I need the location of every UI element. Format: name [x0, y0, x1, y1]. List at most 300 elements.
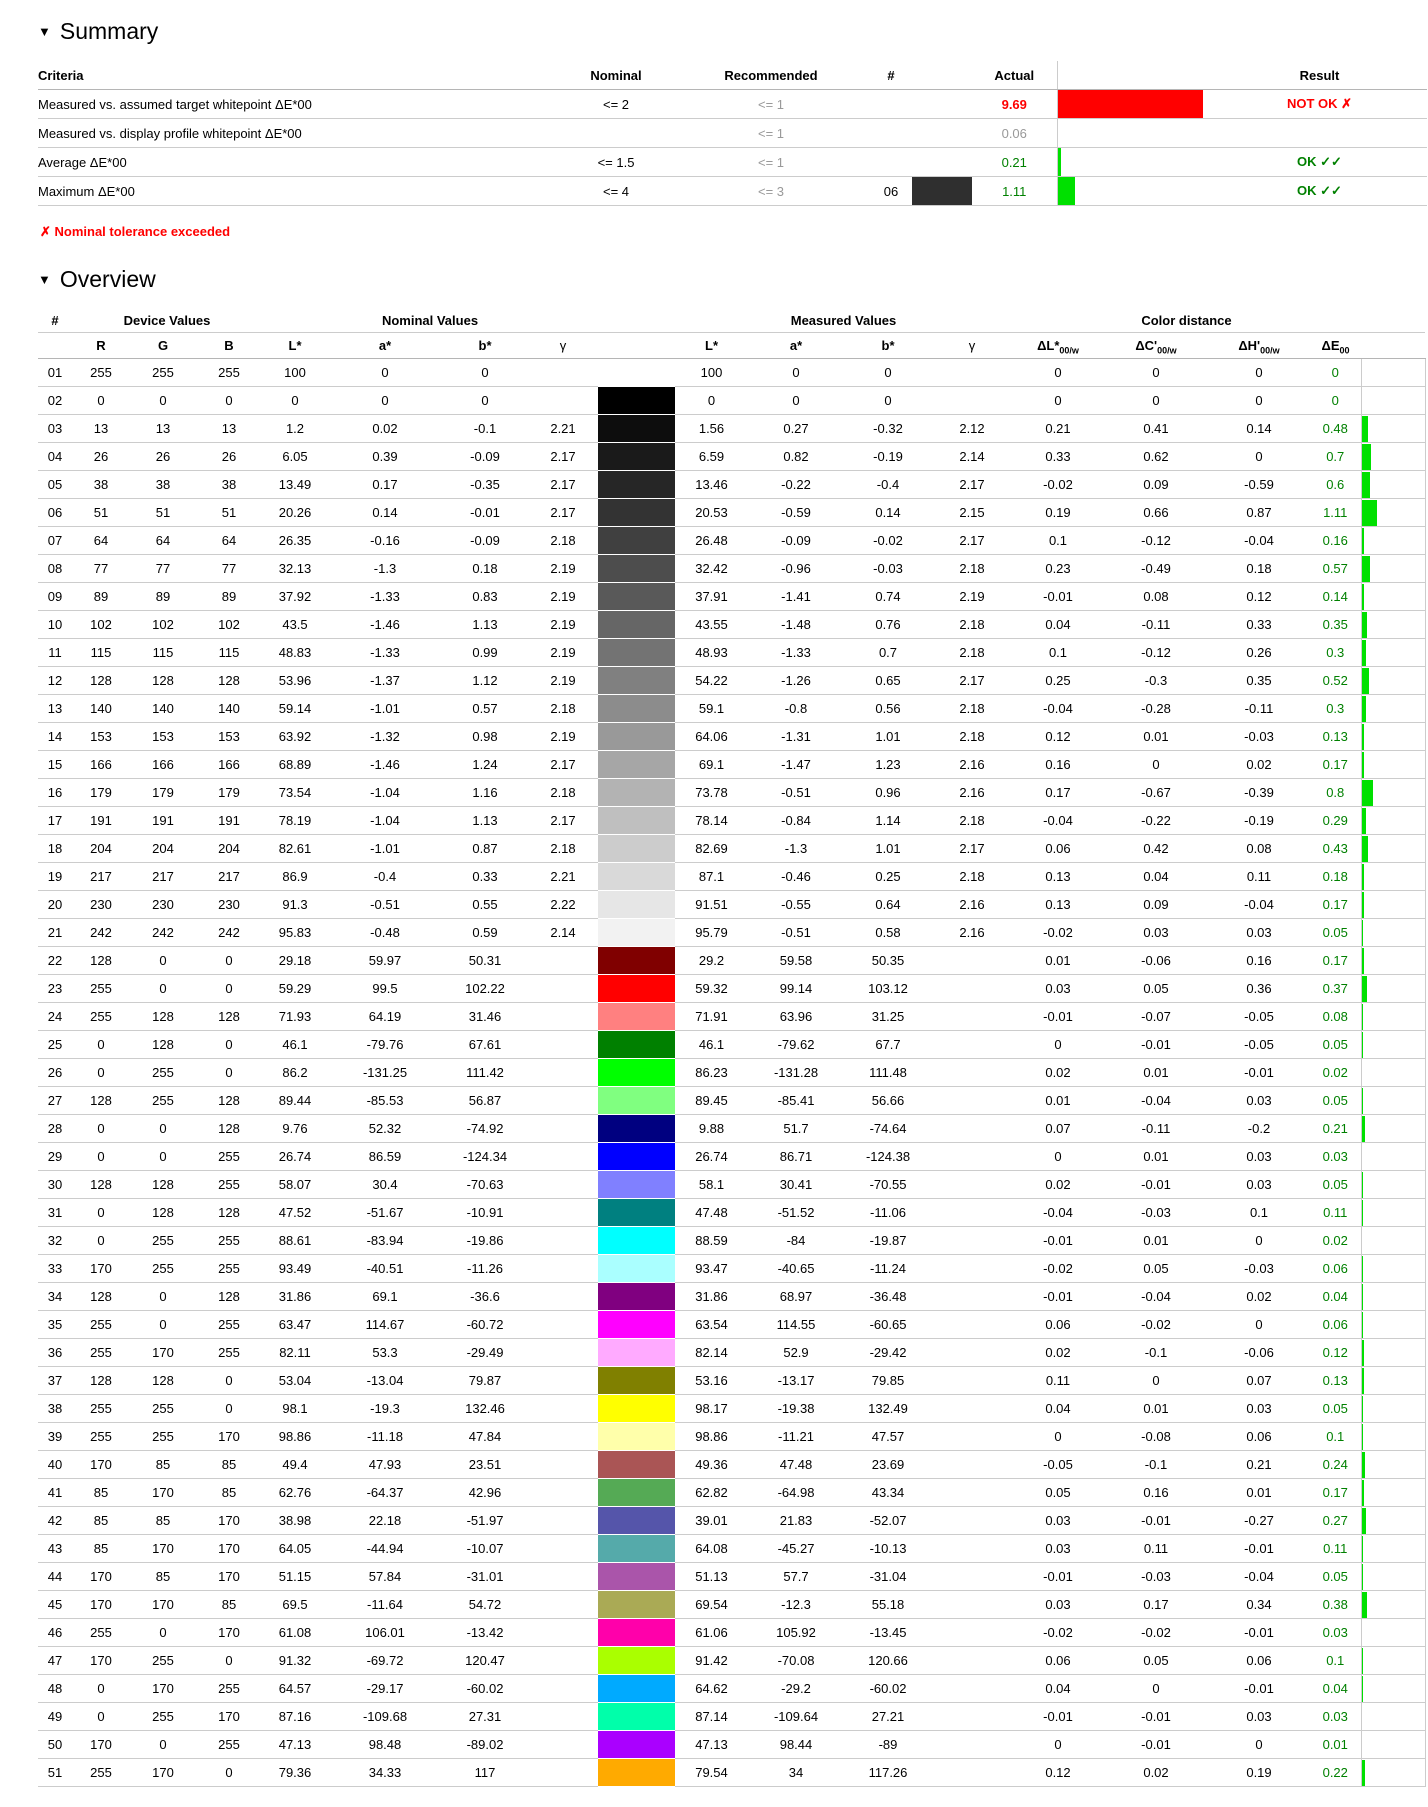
- device-r: 85: [72, 1507, 130, 1535]
- delta-c00w: 0.04: [1104, 863, 1208, 891]
- patch-swatch-cell: [598, 527, 675, 555]
- delta-e-bar: [1362, 1480, 1364, 1506]
- delta-h00w: -0.05: [1208, 1003, 1310, 1031]
- device-r: 153: [72, 723, 130, 751]
- delta-h00w: 0: [1208, 1227, 1310, 1255]
- patch-number: 36: [38, 1339, 72, 1367]
- delta-h00w: 0.03: [1208, 1171, 1310, 1199]
- patch-row: [38, 1395, 1425, 1423]
- patch-number: 44: [38, 1563, 72, 1591]
- overview-section-title[interactable]: [38, 266, 1428, 293]
- nominal-gamma: [528, 1647, 598, 1675]
- summary-swatch-cell: [912, 177, 972, 206]
- measured-a: -109.64: [748, 1703, 844, 1731]
- delta-e-bar-cell: [1361, 1059, 1425, 1087]
- delta-e-bar-cell: [1361, 1087, 1425, 1115]
- nominal-l: 71.93: [262, 1003, 328, 1031]
- delta-e-bar-cell: [1361, 1311, 1425, 1339]
- delta-e-bar-cell: [1361, 443, 1425, 471]
- device-b: 153: [196, 723, 262, 751]
- nominal-gamma: [528, 1171, 598, 1199]
- device-b: 255: [196, 1675, 262, 1703]
- color-swatch: [598, 835, 675, 862]
- delta-e-bar-cell: [1361, 723, 1425, 751]
- device-b: 230: [196, 891, 262, 919]
- delta-e-bar-cell: [1361, 975, 1425, 1003]
- summary-swatch-cell: [912, 90, 972, 119]
- device-b: 89: [196, 583, 262, 611]
- device-r: 13: [72, 415, 130, 443]
- measured-a: 99.14: [748, 975, 844, 1003]
- nominal-gamma: 2.19: [528, 611, 598, 639]
- device-r: 0: [72, 1143, 130, 1171]
- nominal-l: 78.19: [262, 807, 328, 835]
- delta-e00: 0.17: [1310, 947, 1361, 975]
- device-g: 170: [130, 1759, 196, 1787]
- nominal-b: -70.63: [442, 1171, 528, 1199]
- measured-b: 1.14: [844, 807, 932, 835]
- delta-e-bar: [1362, 1200, 1363, 1226]
- device-b: 26: [196, 443, 262, 471]
- summary-header-nominal: Nominal: [560, 61, 672, 90]
- measured-gamma: [932, 1451, 1012, 1479]
- nominal-gamma: [528, 1003, 598, 1031]
- patch-number: 29: [38, 1143, 72, 1171]
- nominal-a: 53.3: [328, 1339, 442, 1367]
- delta-c00w: 0.17: [1104, 1591, 1208, 1619]
- delta-l00w: 0.13: [1012, 891, 1104, 919]
- nominal-a: -1.3: [328, 555, 442, 583]
- patch-swatch-cell: [598, 1283, 675, 1311]
- nominal-gamma: 2.17: [528, 807, 598, 835]
- measured-b: -70.55: [844, 1171, 932, 1199]
- nominal-a: -83.94: [328, 1227, 442, 1255]
- nominal-b: 1.16: [442, 779, 528, 807]
- device-b: 102: [196, 611, 262, 639]
- delta-h00w: 0.14: [1208, 415, 1310, 443]
- nominal-a: 114.67: [328, 1311, 442, 1339]
- delta-h00w: 0.01: [1208, 1479, 1310, 1507]
- measured-b: -60.02: [844, 1675, 932, 1703]
- patch-number: 06: [38, 499, 72, 527]
- nominal-gamma: 2.19: [528, 555, 598, 583]
- nominal-b: -124.34: [442, 1143, 528, 1171]
- delta-h00w: 0.03: [1208, 1143, 1310, 1171]
- device-g: 128: [130, 1367, 196, 1395]
- recommended-value: <= 3: [672, 177, 870, 206]
- delta-h00w: -0.19: [1208, 807, 1310, 835]
- nominal-a: 64.19: [328, 1003, 442, 1031]
- delta-e-bar-cell: [1361, 1367, 1425, 1395]
- col-header-12: γ: [932, 333, 1012, 359]
- measured-b: 47.57: [844, 1423, 932, 1451]
- delta-e-bar-cell: [1361, 1283, 1425, 1311]
- delta-h00w: 0.07: [1208, 1367, 1310, 1395]
- color-swatch: [598, 415, 675, 442]
- measured-gamma: 2.16: [932, 919, 1012, 947]
- delta-l00w: 0: [1012, 1731, 1104, 1759]
- device-b: 255: [196, 1255, 262, 1283]
- patch-number: 49: [38, 1703, 72, 1731]
- summary-row: [38, 90, 1427, 119]
- device-g: 38: [130, 471, 196, 499]
- measured-l: 69.1: [675, 751, 748, 779]
- delta-e00: 0.38: [1310, 1591, 1361, 1619]
- color-swatch: [598, 1647, 675, 1674]
- color-swatch: [598, 1759, 675, 1786]
- patch-swatch-cell: [598, 1647, 675, 1675]
- nominal-a: -1.46: [328, 611, 442, 639]
- delta-e-bar: [1362, 976, 1367, 1002]
- color-swatch: [598, 527, 675, 554]
- nominal-a: -13.04: [328, 1367, 442, 1395]
- device-r: 191: [72, 807, 130, 835]
- delta-l00w: 0.03: [1012, 975, 1104, 1003]
- device-r: 166: [72, 751, 130, 779]
- nominal-b: 54.72: [442, 1591, 528, 1619]
- measured-gamma: [932, 359, 1012, 387]
- delta-e00: 0.21: [1310, 1115, 1361, 1143]
- delta-e-bar: [1362, 1564, 1363, 1590]
- patch-swatch-cell: [598, 1115, 675, 1143]
- delta-e-bar: [1362, 1256, 1363, 1282]
- measured-gamma: [932, 947, 1012, 975]
- delta-c00w: 0.05: [1104, 975, 1208, 1003]
- delta-e-bar: [1362, 1592, 1367, 1618]
- device-b: 170: [196, 1535, 262, 1563]
- device-b: 170: [196, 1563, 262, 1591]
- device-g: 242: [130, 919, 196, 947]
- measured-gamma: [932, 1199, 1012, 1227]
- nominal-b: -10.07: [442, 1535, 528, 1563]
- nominal-l: 64.57: [262, 1675, 328, 1703]
- patch-swatch-cell: [598, 1451, 675, 1479]
- device-r: 170: [72, 1647, 130, 1675]
- measured-a: -1.3: [748, 835, 844, 863]
- delta-e-bar: [1362, 1424, 1363, 1450]
- nominal-b: 0.99: [442, 639, 528, 667]
- patch-row: [38, 807, 1425, 835]
- delta-h00w: -0.04: [1208, 1563, 1310, 1591]
- delta-l00w: 0.12: [1012, 1759, 1104, 1787]
- patch-row: [38, 583, 1425, 611]
- delta-l00w: 0.1: [1012, 527, 1104, 555]
- delta-e-bar-cell: [1361, 1031, 1425, 1059]
- patch-swatch-cell: [598, 723, 675, 751]
- device-b: 128: [196, 1087, 262, 1115]
- measured-gamma: [932, 1563, 1012, 1591]
- color-swatch: [598, 1199, 675, 1226]
- delta-e00: 0.02: [1310, 1059, 1361, 1087]
- delta-h00w: -0.04: [1208, 891, 1310, 919]
- delta-l00w: -0.02: [1012, 471, 1104, 499]
- patch-number: 01: [38, 359, 72, 387]
- patch-swatch-cell: [598, 1367, 675, 1395]
- measured-b: -0.03: [844, 555, 932, 583]
- patch-row: [38, 611, 1425, 639]
- nominal-b: 23.51: [442, 1451, 528, 1479]
- delta-e-bar-cell: [1361, 1731, 1425, 1759]
- device-g: 140: [130, 695, 196, 723]
- nominal-l: 31.86: [262, 1283, 328, 1311]
- delta-e00: 0.1: [1310, 1647, 1361, 1675]
- measured-b: 79.85: [844, 1367, 932, 1395]
- delta-c00w: 0.09: [1104, 891, 1208, 919]
- measured-a: -0.8: [748, 695, 844, 723]
- measured-gamma: 2.17: [932, 835, 1012, 863]
- nominal-l: 69.5: [262, 1591, 328, 1619]
- delta-l00w: -0.02: [1012, 919, 1104, 947]
- recommended-value: <= 1: [672, 148, 870, 177]
- nominal-gamma: [528, 1339, 598, 1367]
- device-r: 255: [72, 1619, 130, 1647]
- delta-e-bar-cell: [1361, 1591, 1425, 1619]
- delta-l00w: 0.03: [1012, 1507, 1104, 1535]
- color-swatch: [598, 1367, 675, 1394]
- delta-e-bar: [1058, 148, 1061, 176]
- measured-a: -85.41: [748, 1087, 844, 1115]
- group-header-device: Device Values: [72, 309, 262, 333]
- patch-row: [38, 891, 1425, 919]
- tolerance-exceeded-note: ✗ Nominal tolerance exceeded: [40, 224, 231, 239]
- measured-l: 82.14: [675, 1339, 748, 1367]
- device-b: 0: [196, 1367, 262, 1395]
- measured-l: 26.48: [675, 527, 748, 555]
- delta-c00w: 0.03: [1104, 919, 1208, 947]
- measured-a: -0.55: [748, 891, 844, 919]
- nominal-a: 0.02: [328, 415, 442, 443]
- nominal-l: 63.47: [262, 1311, 328, 1339]
- delta-h00w: 0: [1208, 1311, 1310, 1339]
- measured-gamma: 2.17: [932, 667, 1012, 695]
- delta-c00w: -0.08: [1104, 1423, 1208, 1451]
- patch-row: [38, 1675, 1425, 1703]
- patch-number: 25: [38, 1031, 72, 1059]
- measured-a: 52.9: [748, 1339, 844, 1367]
- patch-swatch-cell: [598, 1423, 675, 1451]
- device-b: 217: [196, 863, 262, 891]
- measured-a: -79.62: [748, 1031, 844, 1059]
- measured-gamma: [932, 1479, 1012, 1507]
- measured-l: 54.22: [675, 667, 748, 695]
- device-g: 85: [130, 1451, 196, 1479]
- patch-number: 39: [38, 1423, 72, 1451]
- measured-l: 6.59: [675, 443, 748, 471]
- color-swatch: [598, 1339, 675, 1366]
- nominal-a: -1.32: [328, 723, 442, 751]
- nominal-a: -0.48: [328, 919, 442, 947]
- device-b: 0: [196, 387, 262, 415]
- measured-l: 98.86: [675, 1423, 748, 1451]
- measured-a: -84: [748, 1227, 844, 1255]
- patch-swatch-cell: [598, 639, 675, 667]
- nominal-l: 51.15: [262, 1563, 328, 1591]
- nominal-a: 0.14: [328, 499, 442, 527]
- nominal-l: 49.4: [262, 1451, 328, 1479]
- patch-number: 48: [38, 1675, 72, 1703]
- nominal-a: -44.94: [328, 1535, 442, 1563]
- delta-c00w: -0.01: [1104, 1507, 1208, 1535]
- patch-row: [38, 919, 1425, 947]
- delta-e-bar: [1362, 1368, 1364, 1394]
- device-r: 204: [72, 835, 130, 863]
- nominal-gamma: 2.17: [528, 471, 598, 499]
- delta-c00w: -0.22: [1104, 807, 1208, 835]
- device-r: 255: [72, 1003, 130, 1031]
- measured-a: -131.28: [748, 1059, 844, 1087]
- delta-e-bar: [1362, 948, 1364, 974]
- summary-section-title[interactable]: [38, 18, 1428, 45]
- nominal-b: -36.6: [442, 1283, 528, 1311]
- nominal-l: 89.44: [262, 1087, 328, 1115]
- delta-e00: 0.05: [1310, 1087, 1361, 1115]
- measured-a: -0.22: [748, 471, 844, 499]
- device-g: 170: [130, 1339, 196, 1367]
- device-b: 255: [196, 1731, 262, 1759]
- device-r: 102: [72, 611, 130, 639]
- device-r: 128: [72, 667, 130, 695]
- measured-l: 100: [675, 359, 748, 387]
- col-header-16: $\Delta E_{00}$: [1310, 333, 1361, 359]
- nominal-l: 61.08: [262, 1619, 328, 1647]
- measured-l: 32.42: [675, 555, 748, 583]
- delta-e00: 0.16: [1310, 527, 1361, 555]
- patch-swatch-cell: [598, 751, 675, 779]
- delta-l00w: 0.25: [1012, 667, 1104, 695]
- delta-e-bar-cell: [1057, 90, 1212, 119]
- device-b: 128: [196, 667, 262, 695]
- device-r: 0: [72, 1115, 130, 1143]
- measured-b: 1.01: [844, 835, 932, 863]
- patch-row: [38, 863, 1425, 891]
- criteria-label: Maximum ΔE*00: [38, 177, 560, 206]
- patch-swatch-cell: [598, 1255, 675, 1283]
- patch-row: [38, 1563, 1425, 1591]
- nominal-b: 111.42: [442, 1059, 528, 1087]
- patch-swatch-cell: [598, 387, 675, 415]
- nominal-gamma: [528, 1507, 598, 1535]
- measured-a: 0.27: [748, 415, 844, 443]
- color-swatch: [598, 1059, 675, 1086]
- device-b: 0: [196, 975, 262, 1003]
- nominal-l: 29.18: [262, 947, 328, 975]
- nominal-b: -10.91: [442, 1199, 528, 1227]
- nominal-a: -0.51: [328, 891, 442, 919]
- patch-id: [870, 90, 912, 119]
- measured-l: 59.1: [675, 695, 748, 723]
- recommended-value: <= 1: [672, 119, 870, 148]
- nominal-gamma: [528, 1059, 598, 1087]
- nominal-gamma: 2.21: [528, 415, 598, 443]
- col-header-14: $\Delta C'_{00/w}$: [1104, 333, 1208, 359]
- measured-l: 91.42: [675, 1647, 748, 1675]
- delta-e-bar-cell: [1361, 611, 1425, 639]
- color-swatch: [598, 1423, 675, 1450]
- measured-b: 0.96: [844, 779, 932, 807]
- delta-c00w: 0: [1104, 1367, 1208, 1395]
- nominal-value: <= 4: [560, 177, 672, 206]
- patch-swatch-cell: [598, 1535, 675, 1563]
- patch-row: [38, 947, 1425, 975]
- device-g: 170: [130, 1675, 196, 1703]
- measured-l: 95.79: [675, 919, 748, 947]
- nominal-b: -29.49: [442, 1339, 528, 1367]
- measured-l: 49.36: [675, 1451, 748, 1479]
- measured-gamma: [932, 1423, 1012, 1451]
- delta-e-bar-cell: [1361, 1535, 1425, 1563]
- delta-e00: 0.05: [1310, 1171, 1361, 1199]
- nominal-gamma: 2.14: [528, 919, 598, 947]
- device-b: 255: [196, 1227, 262, 1255]
- patch-row: [38, 1507, 1425, 1535]
- result-value: OK ✓✓: [1212, 148, 1427, 177]
- delta-e-bar: [1362, 1648, 1363, 1674]
- color-swatch: [598, 499, 675, 526]
- group-header-distance: Color distance: [1012, 309, 1361, 333]
- delta-c00w: -0.1: [1104, 1339, 1208, 1367]
- delta-e-bar: [1362, 640, 1366, 666]
- patch-swatch-cell: [598, 1143, 675, 1171]
- device-g: 255: [130, 1227, 196, 1255]
- nominal-value: <= 1.5: [560, 148, 672, 177]
- summary-header-spacer: [912, 61, 972, 90]
- color-swatch: [598, 1451, 675, 1478]
- delta-e-bar-cell: [1361, 527, 1425, 555]
- delta-e-bar-cell: [1361, 667, 1425, 695]
- patch-swatch-cell: [598, 807, 675, 835]
- delta-e-bar-cell: [1361, 1703, 1425, 1731]
- delta-h00w: 0.06: [1208, 1423, 1310, 1451]
- patch-swatch-cell: [598, 555, 675, 583]
- nominal-a: 0.17: [328, 471, 442, 499]
- nominal-b: 0.83: [442, 583, 528, 611]
- summary-header-spacer: [1057, 61, 1212, 90]
- measured-a: -13.17: [748, 1367, 844, 1395]
- measured-gamma: [932, 1171, 1012, 1199]
- patch-row: [38, 1115, 1425, 1143]
- measured-l: 64.08: [675, 1535, 748, 1563]
- nominal-gamma: 2.18: [528, 695, 598, 723]
- device-g: 26: [130, 443, 196, 471]
- delta-e-bar: [1362, 1172, 1363, 1198]
- device-b: 38: [196, 471, 262, 499]
- group-header-nominal: Nominal Values: [262, 309, 598, 333]
- nominal-l: 32.13: [262, 555, 328, 583]
- delta-l00w: 0.03: [1012, 1591, 1104, 1619]
- patch-row: [38, 751, 1425, 779]
- delta-e00: 0.14: [1310, 583, 1361, 611]
- collapse-triangle-icon: ▼: [38, 272, 51, 287]
- nominal-b: 67.61: [442, 1031, 528, 1059]
- nominal-b: 1.12: [442, 667, 528, 695]
- delta-e-bar-cell: [1361, 1451, 1425, 1479]
- patch-swatch-cell: [598, 947, 675, 975]
- delta-h00w: -0.04: [1208, 527, 1310, 555]
- delta-l00w: 0.21: [1012, 415, 1104, 443]
- measured-b: 0.56: [844, 695, 932, 723]
- delta-l00w: -0.01: [1012, 583, 1104, 611]
- col-header-9: L*: [675, 333, 748, 359]
- patch-swatch-cell: [598, 1171, 675, 1199]
- measured-a: -1.31: [748, 723, 844, 751]
- device-g: 0: [130, 1619, 196, 1647]
- measured-gamma: [932, 1507, 1012, 1535]
- patch-swatch-cell: [598, 471, 675, 499]
- nominal-b: -60.72: [442, 1311, 528, 1339]
- nominal-gamma: [528, 1619, 598, 1647]
- nominal-l: 82.11: [262, 1339, 328, 1367]
- nominal-l: 48.83: [262, 639, 328, 667]
